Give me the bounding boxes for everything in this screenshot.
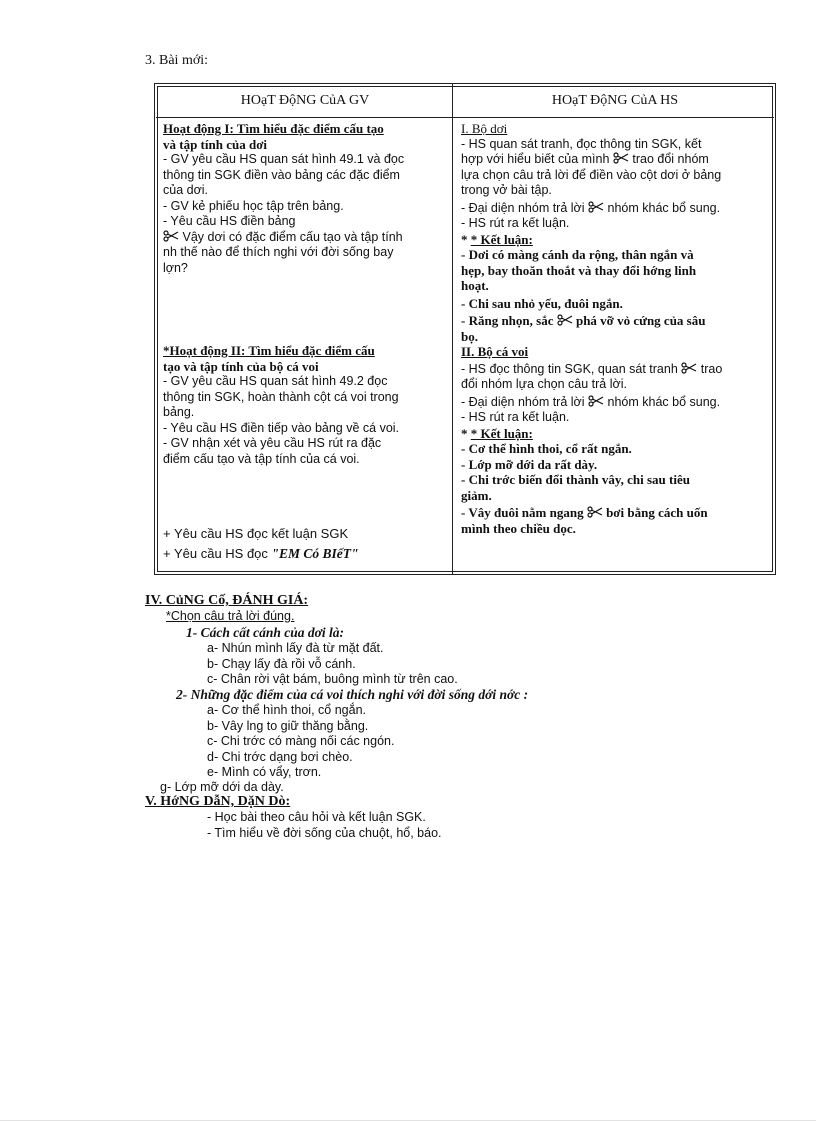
gv-read-conclusion: + Yêu cầu HS đọc kết luận SGK: [163, 526, 349, 541]
question-1: 1- Cách cất cánh của dơi là:: [186, 625, 344, 640]
section-4-instruction: *Chọn câu trả lời đúng.: [166, 609, 295, 623]
q1-option-b: b- Chạy lấy đà rồi vỗ cánh.: [207, 656, 356, 671]
q2-option-d: d- Chi trớc dạng bơi chèo.: [207, 749, 353, 764]
gv-column-content: Hoạt động I: Tìm hiểu đặc điểm cấu tạo và tập tính của dơi - GV yêu cầu HS quan sát hình 49.1 và đọc thông tin SGK điền vào bảng các đặc điểm của dơi. - GV kẻ phiếu học tập trên bảng. - Yêu cầu HS điền bảng Vậy dơi có đặc điểm cấu tạo và tập tính nh thế nào để thích nghi với đời sống bay lợn?: [163, 121, 405, 275]
q2-option-g: g- Lớp mỡ dới da dày.: [160, 780, 284, 794]
homework-item: - Tìm hiểu về đời sống của chuột, hổ, báo.: [207, 825, 442, 840]
question-1-options: [207, 641, 458, 688]
gv-read-em-co-biet: + Yêu cầu HS đọc "EM Có BIếT": [163, 546, 359, 561]
scissors-icon: [681, 362, 697, 374]
question-2: 2- Những đặc điểm của cá voi thích nghi với đời sống dới nớc :: [176, 687, 529, 702]
section-5-title: V. HớNG DẫN, DặN Dò:: [145, 794, 291, 809]
table-header-divider: [156, 117, 774, 118]
section-3-title: 3. Bài mới:: [145, 53, 209, 68]
gv-column-header: HOạT ĐộNG CủA GV: [240, 93, 370, 108]
q2-option-e: e- Mình có vẩy, trơn.: [207, 765, 322, 779]
scissors-icon: [588, 201, 604, 213]
section-bo-ca-voi: II. Bộ cá voi: [461, 344, 529, 359]
activity-1-heading: Hoạt động I: Tìm hiểu đặc điểm cấu tạo: [163, 121, 384, 136]
q1-option-a: a- Nhún mình lấy đà từ mặt đất.: [207, 641, 384, 655]
activity-2-heading: *Hoạt động II: Tìm hiểu đặc điểm cấu: [163, 343, 375, 358]
hs-column-header: HOạT ĐộNG CủA HS: [551, 93, 679, 108]
q2-option-a: a- Cơ thể hình thoi, cổ ngắn.: [207, 703, 366, 717]
gv-activity-2: *Hoạt động II: Tìm hiểu đặc điểm cấu tạo và tập tính của bộ cá voi - GV yêu cầu HS quan sát hình 49.2 đọc thông tin SGK, hoàn thành cột cá voi trong bảng. - Yêu cầu HS điền tiếp vào bảng về cá voi. - GV nhận xét và yêu cầu HS rút ra đặc điểm cấu tạo và tập tính của cá voi.: [163, 343, 400, 466]
q2-option-c: c- Chi trớc có màng nối các ngón.: [207, 734, 395, 748]
section-4-title: IV. CủNG Cố, ĐÁNH GIÁ:: [145, 593, 309, 608]
scissors-icon: [587, 506, 603, 518]
scissors-icon: [613, 152, 629, 164]
table-column-divider: [452, 83, 453, 575]
scissors-icon: [163, 230, 179, 242]
section-bo-doi: I. Bộ dơi: [461, 121, 508, 136]
q2-option-b: b- Vây lng to giữ thăng bằng.: [207, 718, 369, 733]
question-2-options: [207, 703, 394, 781]
q1-option-c: c- Chân rời vật bám, buông mình từ trên cao.: [207, 672, 458, 686]
page-bottom-rule: [0, 1120, 816, 1121]
scissors-icon: [588, 395, 604, 407]
hs-column-content: I. Bộ dơi - HS quan sát tranh, đọc thông tin SGK, kết hợp với hiểu biết của mình trao đổi nhóm lựa chọn câu trả lời để điền vào cột dơi ở bảng trong vở bài tập. - Đại diện nhóm trả lời nhóm khác bổ sung. - HS rút ra kết luận. * * Kết luận: - Dơi có màng cánh da rộng, thân ngắn và hẹp, bay thoăn thoắt và thay đổi hớng linh hoạt. - Chi sau nhỏ yếu, đuôi ngắn. - Răng nhọn, sắc phá vỡ vỏ cứng của sâu bọ. II. Bộ cá voi - HS đọc thông tin SGK, quan sát tranh trao đổi nhóm lựa chọn câu trả lời. - Đại diện nhóm trả lời nhóm khác bổ sung. - HS rút ra kết luận. * * Kết luận: - Cơ thể hình thoi, cổ rất ngắn. - Lớp mỡ dới da rất dày. - Chi trớc biến đổi thành vây, chi sau tiêu giảm. - Vây đuôi nằm ngang bơi bằng cách uốn mình theo chiều dọc.: [461, 121, 723, 536]
scissors-icon: [557, 314, 573, 326]
homework-item: - Học bài theo câu hỏi và kết luận SGK.: [207, 810, 426, 824]
section-5-items: [207, 810, 442, 841]
